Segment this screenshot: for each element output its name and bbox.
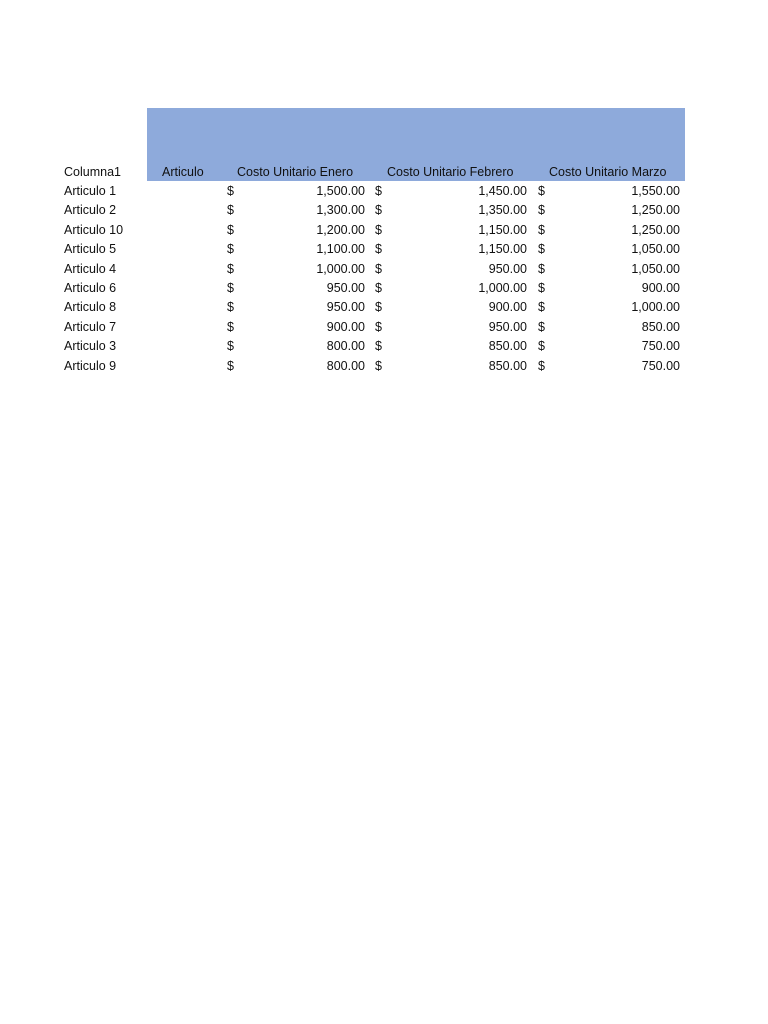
header-costo-marzo[interactable]: Costo Unitario Marzo — [549, 165, 667, 179]
cell-marzo[interactable]: 1,050.00 — [631, 242, 680, 257]
cell-febrero[interactable]: 850.00 — [488, 358, 527, 373]
cell-febrero[interactable]: 950.00 — [488, 261, 527, 276]
table-row[interactable] — [60, 201, 685, 220]
currency-symbol: $ — [375, 280, 382, 295]
table-row[interactable] — [60, 298, 685, 317]
currency-symbol: $ — [227, 184, 234, 198]
currency-symbol: $ — [538, 261, 545, 276]
cell-name[interactable]: Articulo 7 — [64, 319, 117, 334]
cell-enero[interactable]: 800.00 — [326, 358, 365, 373]
cell-febrero[interactable]: 1,150.00 — [478, 242, 527, 257]
currency-symbol: $ — [227, 280, 234, 295]
currency-symbol: $ — [227, 358, 234, 373]
currency-symbol: $ — [538, 242, 545, 257]
cell-enero[interactable]: 800.00 — [326, 339, 365, 354]
currency-symbol: $ — [375, 261, 382, 276]
cell-name[interactable]: Articulo 5 — [64, 242, 117, 257]
cell-febrero[interactable]: 950.00 — [488, 319, 527, 334]
cell-name[interactable]: Articulo 10 — [64, 222, 124, 237]
currency-symbol: $ — [227, 319, 234, 334]
header-costo-enero[interactable]: Costo Unitario Enero — [237, 165, 354, 179]
currency-symbol: $ — [227, 261, 234, 276]
cell-marzo[interactable]: 1,250.00 — [631, 222, 680, 237]
cell-enero[interactable]: 1,100.00 — [316, 242, 365, 257]
currency-symbol: $ — [227, 203, 234, 218]
table-body — [60, 182, 685, 376]
header-articulo[interactable]: Articulo — [162, 165, 204, 179]
cell-name[interactable]: Articulo 3 — [64, 339, 117, 354]
cell-marzo[interactable]: 900.00 — [641, 280, 680, 295]
table-row[interactable] — [60, 260, 685, 279]
table-row[interactable] — [60, 357, 685, 376]
currency-symbol: $ — [538, 203, 545, 218]
currency-symbol: $ — [538, 280, 545, 295]
table-row[interactable] — [60, 182, 685, 201]
currency-symbol: $ — [375, 319, 382, 334]
currency-symbol: $ — [375, 300, 382, 315]
cell-name[interactable]: Articulo 4 — [64, 261, 117, 276]
cell-name[interactable]: Articulo 9 — [64, 358, 117, 373]
currency-symbol: $ — [227, 222, 234, 237]
cell-enero[interactable]: 1,000.00 — [316, 261, 365, 276]
cell-febrero[interactable]: 850.00 — [488, 339, 527, 354]
currency-symbol: $ — [538, 339, 545, 354]
header-costo-febrero[interactable]: Costo Unitario Febrero — [387, 165, 514, 179]
cell-febrero[interactable]: 1,150.00 — [478, 222, 527, 237]
table-row[interactable] — [60, 240, 685, 259]
cell-name[interactable]: Articulo 2 — [64, 203, 117, 218]
cell-enero[interactable]: 950.00 — [326, 300, 365, 315]
currency-symbol: $ — [538, 222, 545, 237]
cell-febrero[interactable]: 1,350.00 — [478, 203, 527, 218]
cell-marzo[interactable]: 1,250.00 — [631, 203, 680, 218]
cell-enero[interactable]: 950.00 — [326, 280, 365, 295]
cell-name[interactable]: Articulo 1 — [64, 184, 117, 198]
cell-marzo[interactable]: 750.00 — [641, 358, 680, 373]
cell-enero[interactable]: 1,500.00 — [316, 184, 365, 198]
currency-symbol: $ — [375, 222, 382, 237]
table-row[interactable] — [60, 318, 685, 337]
cell-febrero[interactable]: 1,000.00 — [478, 280, 527, 295]
cell-enero[interactable]: 1,300.00 — [316, 203, 365, 218]
currency-symbol: $ — [375, 203, 382, 218]
cell-febrero[interactable]: 1,450.00 — [478, 184, 527, 198]
currency-symbol: $ — [538, 319, 545, 334]
currency-symbol: $ — [538, 358, 545, 373]
currency-symbol: $ — [375, 339, 382, 354]
header-columna1[interactable]: Columna1 — [64, 165, 121, 179]
cell-enero[interactable]: 1,200.00 — [316, 222, 365, 237]
currency-symbol: $ — [538, 300, 545, 315]
cell-marzo[interactable]: 1,550.00 — [631, 184, 680, 198]
cell-enero[interactable]: 900.00 — [326, 319, 365, 334]
table-row[interactable] — [60, 337, 685, 356]
currency-symbol: $ — [227, 242, 234, 257]
cell-name[interactable]: Articulo 6 — [64, 280, 117, 295]
table-row[interactable] — [60, 221, 685, 240]
cell-name[interactable]: Articulo 8 — [64, 300, 117, 315]
table-row[interactable] — [60, 279, 685, 298]
currency-symbol: $ — [375, 184, 382, 198]
currency-symbol: $ — [227, 300, 234, 315]
header-row — [60, 164, 685, 181]
cell-marzo[interactable]: 850.00 — [641, 319, 680, 334]
cell-febrero[interactable]: 900.00 — [488, 300, 527, 315]
currency-symbol: $ — [375, 242, 382, 257]
currency-symbol: $ — [227, 339, 234, 354]
currency-symbol: $ — [538, 184, 545, 198]
currency-symbol: $ — [375, 358, 382, 373]
cell-marzo[interactable]: 1,000.00 — [631, 300, 680, 315]
cell-marzo[interactable]: 1,050.00 — [631, 261, 680, 276]
cell-marzo[interactable]: 750.00 — [641, 339, 680, 354]
